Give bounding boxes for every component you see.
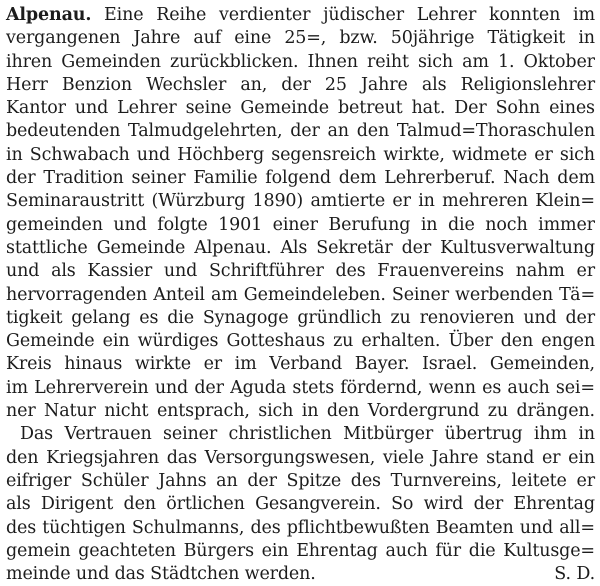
word: Schüler <box>80 470 149 491</box>
word: als <box>51 261 76 282</box>
word: der <box>473 494 504 515</box>
word: 25 <box>324 74 347 95</box>
word: Ehrentag <box>513 494 595 515</box>
word: eine <box>234 28 272 49</box>
word: Schulmanns, <box>131 517 245 538</box>
text-line <box>6 517 595 540</box>
word: den <box>326 401 360 422</box>
word: renovieren <box>419 307 515 328</box>
word: und <box>74 98 109 119</box>
word: Gemeindeleben. <box>243 284 386 305</box>
word: seiner <box>131 168 186 189</box>
word: er <box>392 191 411 212</box>
text-line <box>6 284 595 307</box>
text-line <box>6 144 595 167</box>
word: des <box>6 517 37 538</box>
word: am <box>462 51 489 72</box>
word: in <box>420 214 438 235</box>
word: erhalten. <box>361 331 441 352</box>
word: Bürgers <box>183 540 254 561</box>
word: jüdischer <box>323 5 404 25</box>
word: ein <box>261 540 289 561</box>
word: tigkeit <box>6 307 63 328</box>
word: wird <box>423 494 464 515</box>
word: Synagoge <box>202 307 289 328</box>
word: Gesangverein. <box>255 494 381 515</box>
word: 1901 <box>218 214 263 235</box>
word: Gotteshaus <box>226 331 325 352</box>
word: im <box>234 354 257 375</box>
word: geachteten <box>78 540 176 561</box>
word: zu <box>487 401 508 422</box>
word: vergangenen <box>6 28 121 49</box>
word: So <box>391 494 414 515</box>
word: in <box>418 191 435 212</box>
word: den <box>6 447 39 468</box>
word: Gemeinden <box>61 51 161 72</box>
word: Nach <box>503 168 550 189</box>
text-line <box>6 493 595 516</box>
word: am <box>210 284 238 305</box>
text-line <box>6 400 595 423</box>
word: und <box>6 261 40 282</box>
word: sei= <box>555 377 595 398</box>
word: in <box>578 28 595 49</box>
word: Seiner <box>391 284 449 305</box>
word: seiner <box>163 424 218 445</box>
word: und <box>113 214 147 235</box>
word: in <box>578 424 595 445</box>
word: Gemeinde <box>240 98 329 119</box>
word: des <box>350 470 381 491</box>
word: in <box>301 401 319 422</box>
word: tüchtigen <box>42 517 126 538</box>
text-line <box>6 260 595 283</box>
text-line <box>6 470 595 493</box>
word: konnten <box>488 5 561 25</box>
text-line <box>6 97 595 120</box>
word: die <box>468 540 496 561</box>
word: Familie <box>193 168 258 189</box>
word: engen <box>541 331 595 352</box>
text-line <box>6 447 595 470</box>
word: den <box>500 331 534 352</box>
word: Lehrer <box>117 98 177 119</box>
word: all= <box>559 517 595 538</box>
word: gemeinden <box>6 214 103 235</box>
word: im <box>573 5 595 25</box>
word: in <box>6 144 23 165</box>
word: wenn <box>428 377 476 398</box>
word: des <box>250 517 281 538</box>
word: Bayer. <box>354 354 410 375</box>
word: als <box>6 494 31 515</box>
word: Natur <box>44 401 96 422</box>
word: Klein= <box>535 191 595 212</box>
word: gemein <box>6 540 71 561</box>
word: auch <box>385 540 428 561</box>
word: Gemeinde <box>6 331 95 352</box>
word: segensreich <box>271 144 377 165</box>
word: gelang <box>71 307 131 328</box>
word: Sohn <box>495 98 541 119</box>
word: betreut <box>337 98 403 119</box>
word: Aguda <box>230 377 287 398</box>
word: wirkte <box>134 354 191 375</box>
word: Gemeinden, <box>489 354 595 375</box>
text-line <box>6 167 595 190</box>
word: Anteil <box>153 284 205 305</box>
word: pflichtbewußten <box>286 517 430 538</box>
word: seine <box>185 98 232 119</box>
author-signoff: S. D. <box>554 564 595 585</box>
word: dem <box>338 168 377 189</box>
word: ein <box>102 331 130 352</box>
word: Alpenau. <box>6 5 92 25</box>
word: ihren <box>6 51 53 72</box>
word: Talmudgelehrten, <box>128 121 283 142</box>
text-line <box>6 237 595 260</box>
word: Schriftführer <box>208 261 324 282</box>
word: folgte <box>157 214 208 235</box>
word: an, <box>240 74 268 95</box>
text-line <box>6 330 595 353</box>
word: sich <box>417 51 454 72</box>
word: stattliche <box>6 237 88 258</box>
word: Talmud=Thoraschulen <box>396 121 595 142</box>
word: 1. <box>497 51 515 72</box>
word: Berufung <box>328 214 411 235</box>
word: die <box>448 214 475 235</box>
word: bedeutenden <box>6 121 121 142</box>
word: Lehrerberuf. <box>384 168 496 189</box>
word: Schwabach <box>29 144 130 165</box>
word: Tätigkeit <box>487 28 566 49</box>
word: Dirigent <box>40 494 114 515</box>
word: Jahre <box>361 74 408 95</box>
text-line <box>6 307 595 330</box>
word: der <box>401 237 432 258</box>
word: Der <box>454 98 487 119</box>
word: für <box>435 540 462 561</box>
word: zurückblicken. <box>169 51 299 72</box>
text-line <box>6 214 595 237</box>
word: eines <box>549 98 595 119</box>
word: viele <box>382 447 424 468</box>
word: Sekretär <box>316 237 393 258</box>
word: würdiges <box>137 331 219 352</box>
word: entsprach, <box>156 401 250 422</box>
word: und <box>154 377 189 398</box>
word: Über <box>448 331 493 352</box>
word: der <box>290 121 320 142</box>
word: auf <box>193 28 222 49</box>
word: stand <box>486 447 535 468</box>
word: hat. <box>411 98 446 119</box>
word: er <box>534 144 553 165</box>
word: Tradition <box>43 168 124 189</box>
word: Ihnen <box>307 51 358 72</box>
word: Seminaraustritt <box>6 191 145 212</box>
word: Als <box>280 237 308 258</box>
word: Lehrer <box>416 5 477 25</box>
word: Beamten <box>435 517 514 538</box>
text-line <box>6 4 595 27</box>
word: Eine <box>104 5 144 25</box>
word: Vordergrund <box>367 401 480 422</box>
word: nicht <box>104 401 149 422</box>
word: zu <box>390 307 411 328</box>
word: und <box>136 144 171 165</box>
word: christlichen <box>228 424 332 445</box>
word: hervorragenden <box>6 284 148 305</box>
word: Kriegsjahren <box>46 447 160 468</box>
word: Verband <box>269 354 343 375</box>
text-line <box>6 563 595 586</box>
word: gründlich <box>297 307 382 328</box>
text-line <box>6 353 595 376</box>
word: Kultusge= <box>503 540 595 561</box>
word: den <box>123 494 156 515</box>
word: der <box>194 377 224 398</box>
word: Turnvereins, <box>390 470 502 491</box>
word: drängen. <box>516 401 595 422</box>
text-line <box>6 51 595 74</box>
word: es <box>482 377 502 398</box>
word: und <box>519 517 554 538</box>
word: Lehrerverein <box>34 377 149 398</box>
word: zu <box>333 331 354 352</box>
word: Benzion <box>61 74 132 95</box>
word: Das <box>20 424 53 445</box>
word: Oktober <box>523 51 595 72</box>
word: eifriger <box>6 470 72 491</box>
word: nahm <box>515 261 565 282</box>
word: und <box>523 307 557 328</box>
word: dem <box>557 168 595 189</box>
word: 1890) <box>252 191 304 212</box>
text-line <box>6 74 595 97</box>
word: Tä= <box>559 284 595 305</box>
word: ner <box>6 401 36 422</box>
word: ihm <box>533 424 567 445</box>
word: ein <box>568 447 595 468</box>
word: das <box>166 447 197 468</box>
word: verdienter <box>219 5 311 25</box>
word: widmete <box>451 144 528 165</box>
word: werbenden <box>455 284 554 305</box>
text-line <box>6 120 595 143</box>
word: Reihe <box>156 5 207 25</box>
word: der <box>281 74 311 95</box>
word: leitete <box>511 470 567 491</box>
word: der <box>565 307 595 328</box>
word: Mitbürger <box>343 424 434 445</box>
word: der <box>247 470 277 491</box>
word: mehreren <box>442 191 528 212</box>
word: wirkte, <box>383 144 445 165</box>
word: einer <box>272 214 318 235</box>
word: auch <box>507 377 550 398</box>
word: Spitze <box>286 470 342 491</box>
word: es <box>139 307 159 328</box>
word: Frauenvereins <box>377 261 504 282</box>
word: bzw. <box>339 28 378 49</box>
word: Kreis <box>6 354 52 375</box>
word: 50jährige <box>390 28 475 49</box>
word: Israel. <box>422 354 478 375</box>
text-line <box>6 540 595 563</box>
word: er <box>541 447 561 468</box>
word: Wechsler <box>146 74 227 95</box>
word: und <box>163 261 198 282</box>
word: folgend <box>265 168 331 189</box>
word: hinaus <box>64 354 123 375</box>
word: Jahre <box>431 447 479 468</box>
text-line <box>6 190 595 213</box>
word: Jahre <box>133 28 181 49</box>
word: Kantor <box>6 98 66 119</box>
word: noch <box>485 214 528 235</box>
word: des <box>335 261 366 282</box>
word: Kultusverwaltung <box>440 237 595 258</box>
word: als <box>421 74 447 95</box>
word: örtlichen <box>166 494 245 515</box>
word: Jahns <box>158 470 207 491</box>
article-text <box>6 4 595 586</box>
word: Versorgungswesen, <box>204 447 376 468</box>
word: den <box>356 121 390 142</box>
word: 25=, <box>284 28 327 49</box>
word: amtierte <box>310 191 386 212</box>
word: stets <box>292 377 335 398</box>
word: Herr <box>6 74 48 95</box>
text-line <box>6 27 595 50</box>
word: (Würzburg <box>151 191 246 212</box>
word: Alpenau. <box>194 237 272 258</box>
text-line-words: meinde und das Städtchen werden. <box>6 564 316 585</box>
word: er <box>576 470 595 491</box>
word: reiht <box>366 51 409 72</box>
word: Vertrauen <box>64 424 152 445</box>
word: Gemeinde <box>96 237 186 258</box>
text-line <box>6 423 595 446</box>
word: sich <box>559 144 595 165</box>
word: an <box>327 121 349 142</box>
word: die <box>167 307 194 328</box>
word: an <box>216 470 238 491</box>
word: der <box>6 168 36 189</box>
word: Religionslehrer <box>460 74 595 95</box>
word: er <box>203 354 223 375</box>
word: fördernd, <box>340 377 423 398</box>
word: Höchberg <box>177 144 265 165</box>
word: immer <box>538 214 595 235</box>
word: im <box>6 377 28 398</box>
word: Ehrentag <box>296 540 378 561</box>
word: er <box>576 261 595 282</box>
word: sich <box>258 401 294 422</box>
text-line <box>6 377 595 400</box>
word: Kassier <box>87 261 153 282</box>
word: übertrug <box>444 424 523 445</box>
